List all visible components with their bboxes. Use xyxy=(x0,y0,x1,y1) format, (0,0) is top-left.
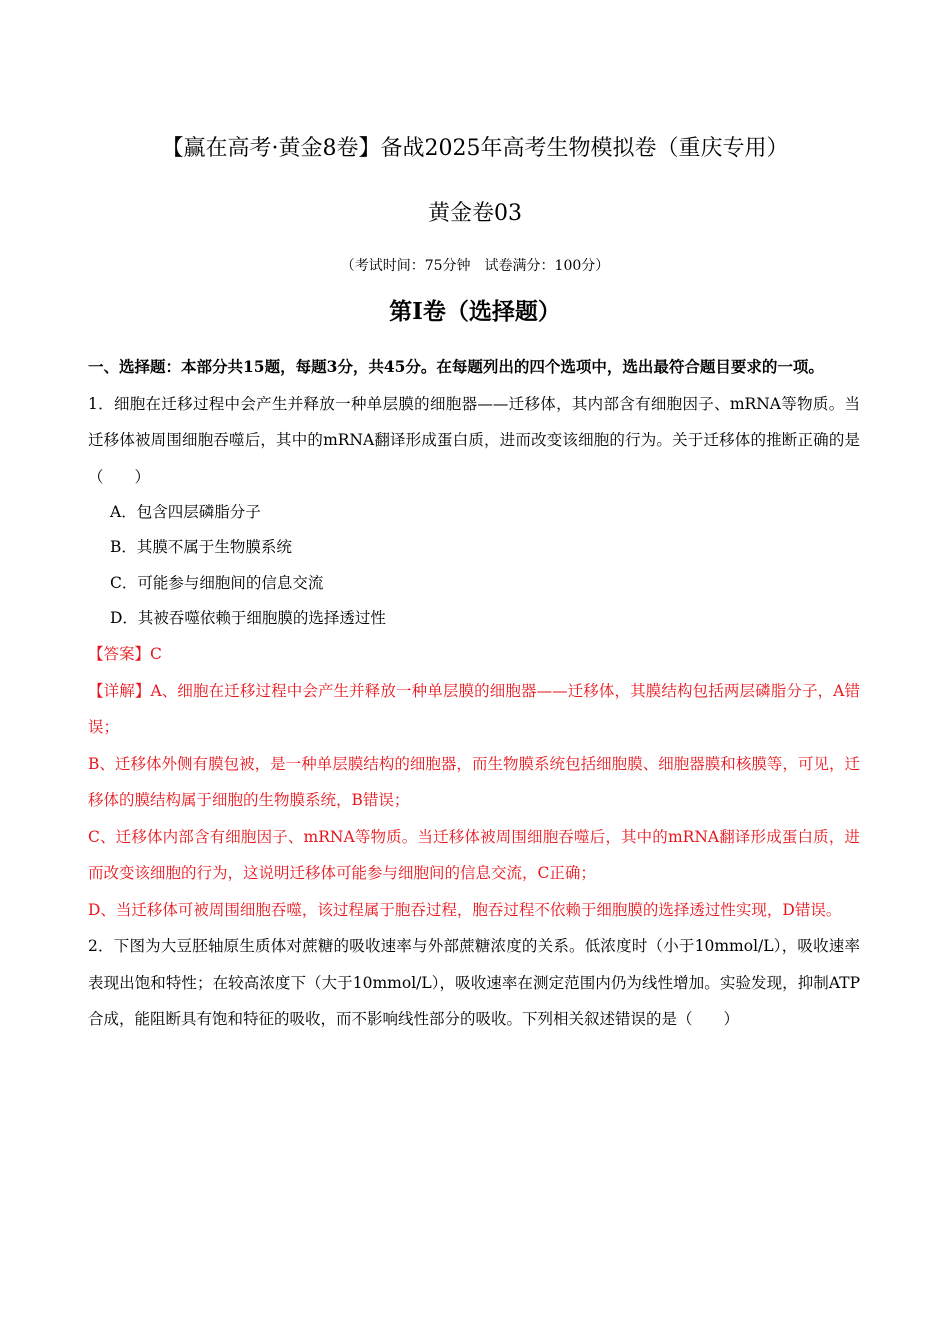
document-subtitle: 黄金卷03 xyxy=(428,201,522,226)
question-1-detail-a xyxy=(88,673,860,746)
answer-value: C xyxy=(150,645,162,664)
question-1-detail-d: D、当迁移体可被周围细胞吞噬，该过程属于胞吞过程，胞吞过程不依赖于细胞膜的选择透过性实现，D错误。 xyxy=(88,900,842,919)
question-1-detail-b: B、迁移体外侧有膜包被，是一种单层膜结构的细胞器，而生物膜系统包括细胞膜、细胞器膜和核膜等，可见，迁移体的膜结构属于细胞的生物膜系统，B错误； xyxy=(88,754,860,810)
document-body xyxy=(88,349,860,1038)
question-1-option-c: C．可能参与细胞间的信息交流 xyxy=(110,573,324,592)
question-1-option-d: D．其被吞噬依赖于细胞膜的选择透过性 xyxy=(110,608,386,627)
question-1-stem: 1．细胞在迁移过程中会产生并释放一种单层膜的细胞器——迁移体，其内部含有细胞因子、mRNA等物质。当迁移体被周围细胞吞噬后，其中的mRNA翻译形成蛋白质，进而改变该细胞的行为。关于迁移体的推断正确的是（ ） xyxy=(88,394,860,486)
question-1-answer xyxy=(88,636,860,673)
question-1-option-a: A．包含四层磷脂分子 xyxy=(110,503,261,521)
part-heading: 第I卷（选择题） xyxy=(389,298,561,325)
question-1-detail-c: C、迁移体内部含有细胞因子、mRNA等物质。当迁移体被周围细胞吞噬后，其中的mRNA翻译形成蛋白质，进而改变该细胞的行为，这说明迁移体可能参与细胞间的信息交流，C正确； xyxy=(88,827,860,883)
detail-line-a: A、细胞在迁移过程中会产生并释放一种单层膜的细胞器——迁移体，其膜结构包括两层磷脂分子，A错误； xyxy=(88,681,860,737)
question-1-option-b: B．其膜不属于生物膜系统 xyxy=(110,538,292,557)
exam-info: （考试时间：75分钟 试卷满分：100分） xyxy=(340,258,610,274)
detail-tag: 【详解】 xyxy=(88,681,151,700)
section-instruction: 一、选择题：本部分共15题，每题3分，共45分。在每题列出的四个选项中，选出最符合题目要求的一项。 xyxy=(88,357,824,376)
answer-tag: 【答案】 xyxy=(88,645,151,664)
question-2-stem: 2．下图为大豆胚轴原生质体对蔗糖的吸收速率与外部蔗糖浓度的关系。低浓度时（小于10mmol/L），吸收速率表现出饱和特性；在较高浓度下（大于10mmol/L），吸收速率在测定范围内仍为线性增加。实验发现，抑制ATP合成，能阻断具有饱和特征的吸收，而不影响线性部分的吸收。下列相关叙述错误的是（ ） xyxy=(88,937,860,1029)
document-title: 【赢在高考·黄金8卷】备战2025年高考生物模拟卷（重庆专用） xyxy=(161,136,789,161)
